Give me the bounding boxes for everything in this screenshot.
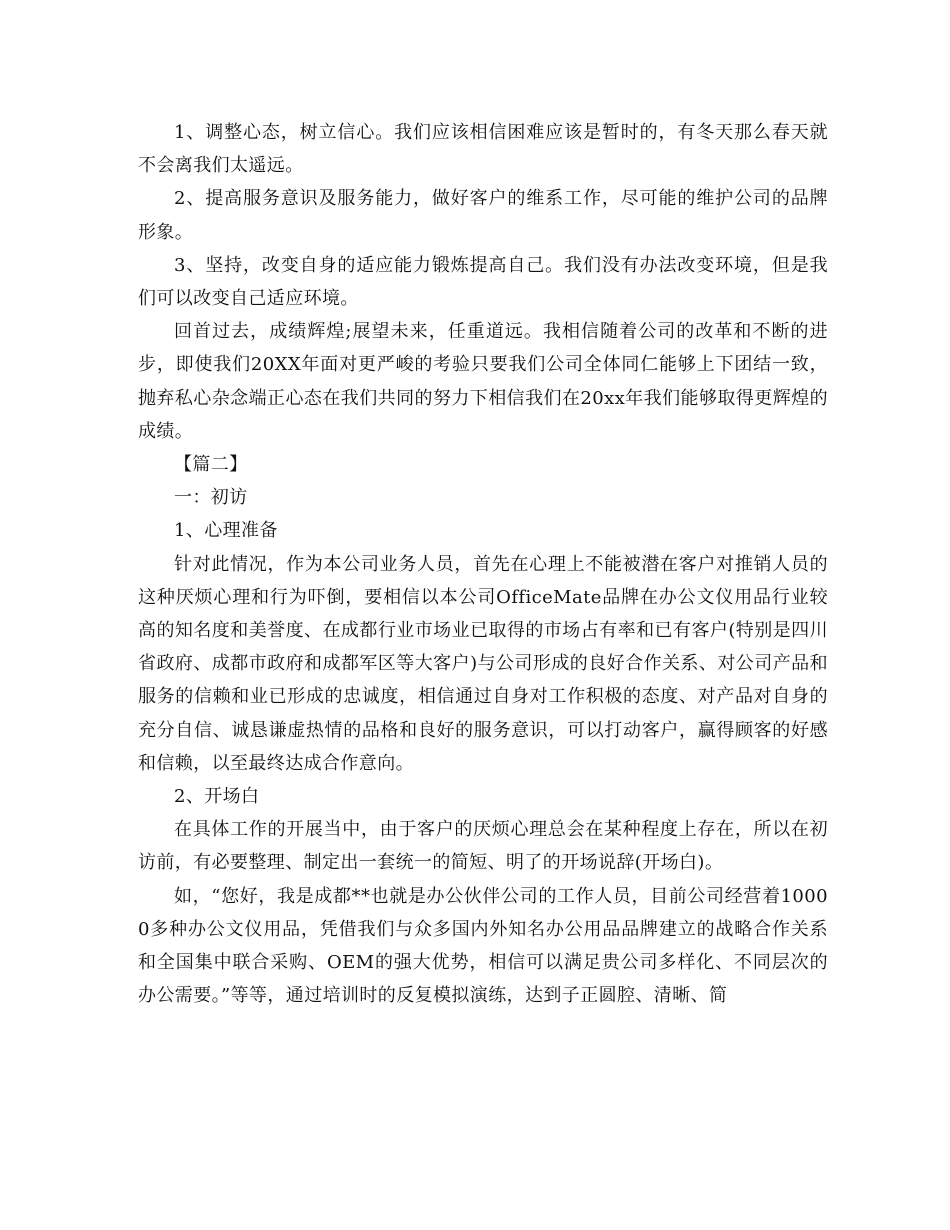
- subheading-opening-remarks: 2、开场白: [174, 786, 260, 808]
- paragraph-review-outlook: 回首过去，成绩辉煌;展望未来，任重道远。我相信随着公司的改革和不断的进步，即使我们20XX年面对更严峻的考验只要我们公司全体同仁能够上下团结一致，抛弃私心杂念端正心态在我们共同的努力下相信我们在20xx年我们能够取得更辉煌的成绩。: [138, 321, 828, 442]
- subheading-mental-preparation: 1、心理准备: [174, 520, 278, 542]
- paragraph-opening-example: 如，“您好，我是成都**也就是办公伙伴公司的工作人员，目前公司经营着10000多种办公文仪用品，凭借我们与众多国内外知名办公用品品牌建立的战略合作关系和全国集中联合采购、OEM的强大优势，相信可以满足贵公司多样化、不同层次的办公需要。”等等，通过培训时的反复模拟演练，达到子正圆腔、清晰、简: [138, 885, 828, 1007]
- paragraph-persistence: 3、坚持，改变自身的适应能力锻炼提高自己。我们没有办法改变环境，但是我们可以改变自己适应环境。: [138, 254, 828, 310]
- paragraph-opening-remarks: 在具体工作的开展当中，由于客户的厌烦心理总会在某种程度上存在，所以在初访前，有必要整理、制定出一套统一的简短、明了的开场说辞(开场白)。: [138, 819, 828, 874]
- paragraph-adjust-mindset: 1、调整心态，树立信心。我们应该相信困难应该是暂时的，有冬天那么春天就不会离我们太遥远。: [138, 122, 828, 177]
- subheading-first-visit: 一：初访: [174, 487, 248, 509]
- document-body: [138, 116, 828, 1012]
- paragraph-service-awareness: 2、提高服务意识及服务能力，做好客户的维系工作，尽可能的维护公司的品牌形象。: [138, 188, 828, 243]
- paragraph-mental-preparation: 针对此情况，作为本公司业务人员，首先在心理上不能被潜在客户对推销人员的这种厌烦心理和行为吓倒，要相信以本公司OfficeMate品牌在办公文仪用品行业较高的知名度和美誉度、在成都行业市场业已取得的市场占有率和已有客户(特别是四川省政府、成都市政府和成都军区等大客户)与公司形成的良好合作关系、对公司产品和服务的信赖和业已形成的忠诚度，相信通过自身对工作积极的态度、对产品对自身的充分自信、诚恳谦虚热情的品格和良好的服务意识，可以打动客户，赢得顾客的好感和信赖，以至最终达成合作意向。: [138, 553, 828, 774]
- section-heading-part-two: 【篇二】: [174, 454, 248, 476]
